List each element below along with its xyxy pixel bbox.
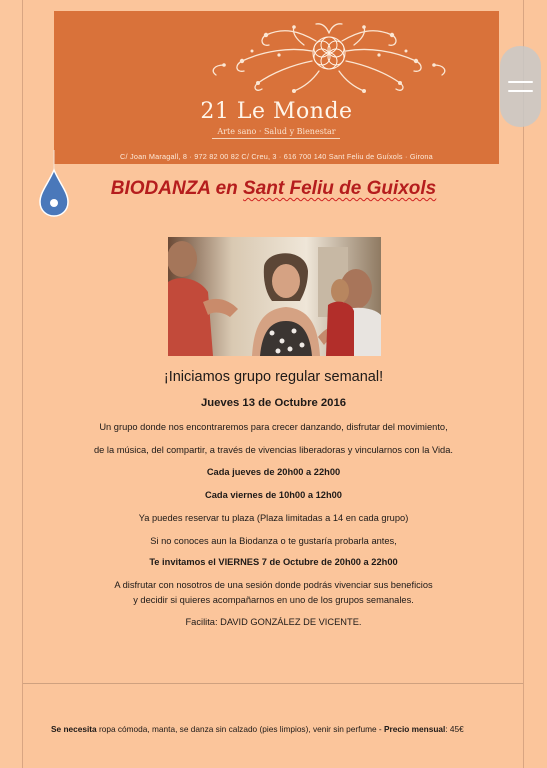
benefits-line-2: y decidir si quieres acompañarnos en uno de los grupos semanales.: [133, 595, 414, 605]
header-banner: [54, 11, 499, 164]
trial-note: Si no conoces aun la Biodanza o te gustaría probarla antes,: [150, 536, 397, 546]
brand-name: 21 Le Monde: [200, 99, 353, 124]
need-label: Se necesita: [51, 724, 97, 734]
trial-invitation: Te invitamos el VIERNES 7 de Octubre de 20h00 a 22h00: [149, 557, 398, 567]
dancers-photo: [168, 237, 381, 356]
schedule-thursday: Cada jueves de 20h00 a 22h00: [206, 467, 341, 477]
title-prefix: BIODANZA en: [110, 178, 244, 199]
footer-divider: [23, 683, 523, 684]
facilitator: Facilita: DAVID GONZÁLEZ DE VICENTE.: [185, 617, 362, 627]
need-text: ropa cómoda, manta, se danza sin calzado (pies limpios), venir sin perfume -: [96, 724, 384, 734]
description-line-2: de la música, del compartir, a través de vivencias liberadoras y vincularnos con la Vida.: [94, 445, 453, 455]
start-date: Jueves 13 de Octubre 2016: [200, 397, 347, 409]
requirements-footer: [51, 724, 464, 734]
menu-bar-top: [508, 81, 533, 83]
schedule-friday: Cada viernes de 10h00 a 12h00: [205, 490, 342, 500]
menu-bar-bottom: [508, 90, 533, 92]
price-label: Precio mensual: [383, 724, 446, 734]
flower-of-life-logo-icon: [204, 21, 454, 101]
tagline-underline: [212, 138, 340, 139]
headline: ¡Iniciamos grupo regular semanal!: [163, 369, 384, 385]
contact-addresses: C/ Joan Maragall, 8 · 972 82 00 82 C/ Creu, 3 · 616 700 140 Sant Feliu de Guíxols · Girona: [120, 152, 433, 161]
price-value: : 45€: [445, 724, 464, 734]
benefits-line-1: A disfrutar con nosotros de una sesión donde podrás vivenciar sus beneficios: [114, 580, 433, 590]
event-title: [0, 178, 547, 200]
title-place: Sant Feliu de Guixols: [243, 178, 437, 199]
brand-tagline: Arte sano · Salud y Bienestar: [217, 127, 336, 136]
menu-button[interactable]: [500, 46, 541, 127]
reservation-note: Ya puedes reservar tu plaza (Plaza limitadas a 14 en cada grupo): [138, 513, 409, 523]
description-line-1: Un grupo donde nos encontraremos para crecer danzando, disfrutar del movimiento,: [99, 422, 448, 432]
